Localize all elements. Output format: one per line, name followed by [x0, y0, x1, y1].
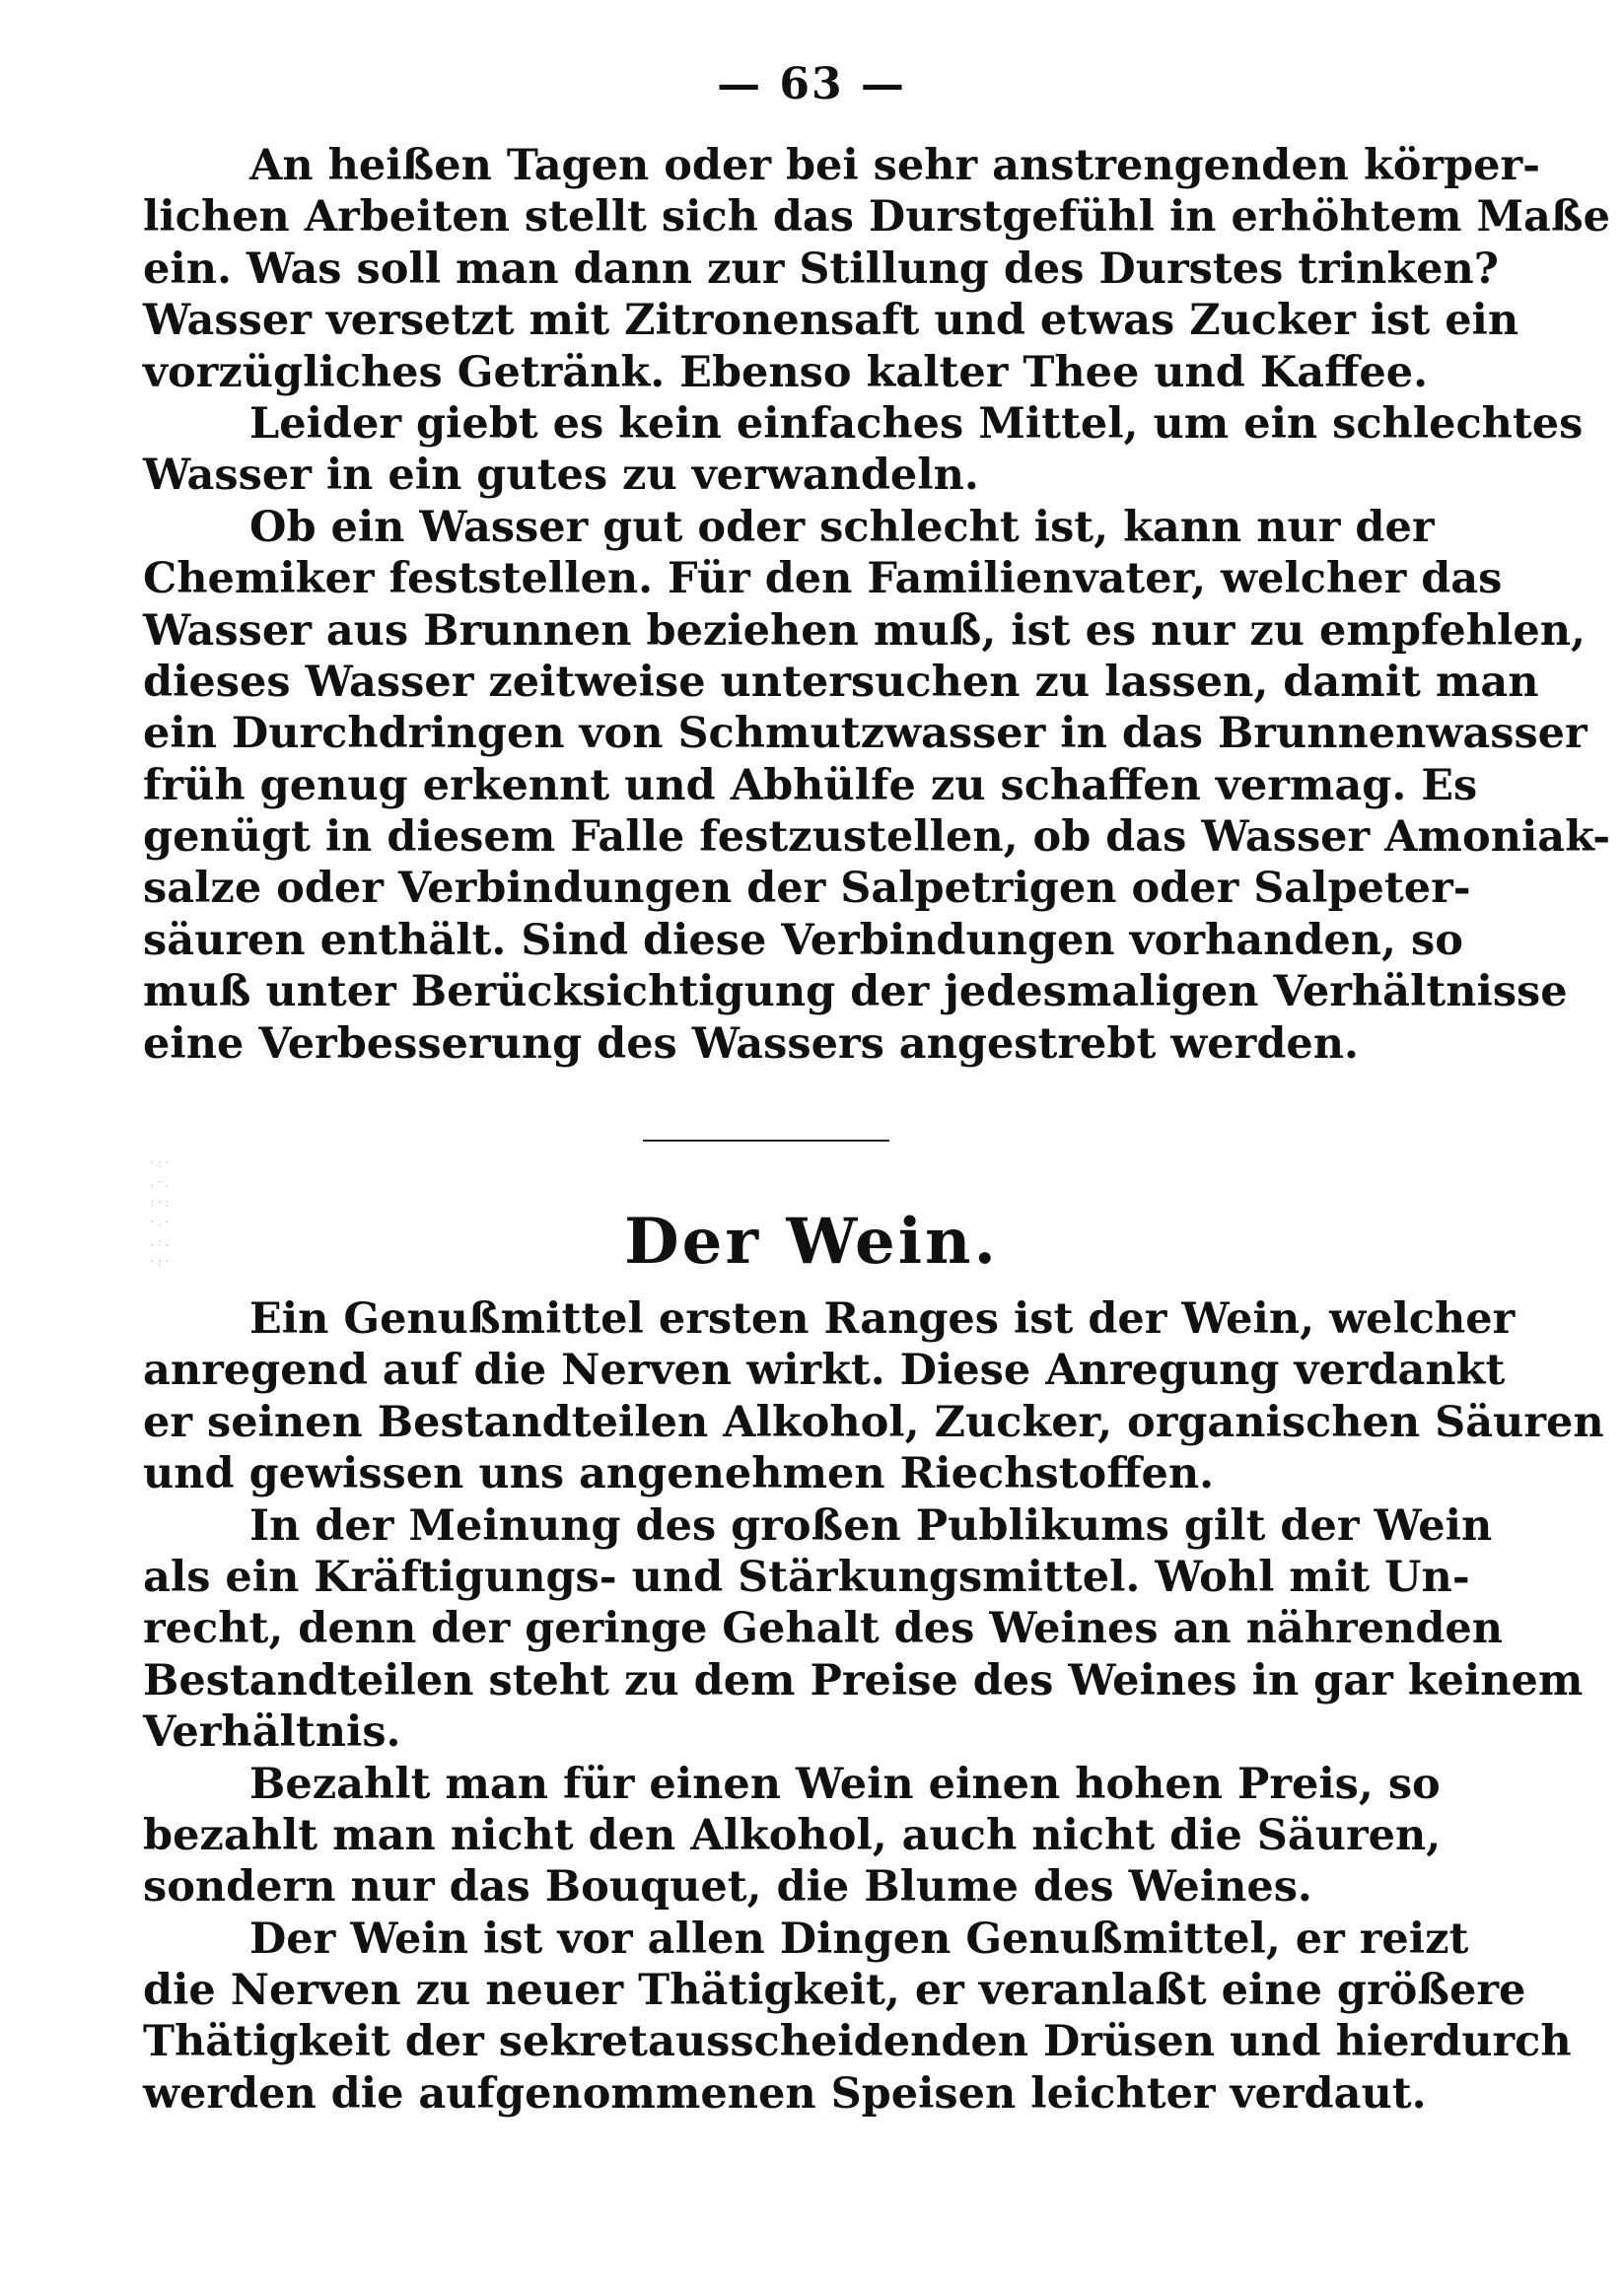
- text-line: dieses Wasser zeitweise untersuchen zu lassen, damit man: [143, 657, 1539, 707]
- text-line: und gewissen uns angenehmen Riechstoffen.: [143, 1449, 1215, 1499]
- text-line: ein. Was soll man dann zur Stillung des Durstes trinken?: [143, 244, 1499, 294]
- text-line: In der Meinung des großen Publikums gilt der Wein: [249, 1500, 1493, 1551]
- text-line: als ein Kräftigungs- und Stärkungsmittel. Wohl mit Un-: [143, 1552, 1470, 1602]
- text-line: Ob ein Wasser gut oder schlecht ist, kann nur der: [249, 502, 1435, 552]
- text-line: vorzügliches Getränk. Ebenso kalter Thee und Kaffee.: [143, 347, 1429, 397]
- text-line: Bestandteilen steht zu dem Preise des Weines in gar keinem: [143, 1655, 1584, 1705]
- text-line: genügt in diesem Falle festzustellen, ob das Wasser Amoniak-: [143, 812, 1611, 863]
- text-line: Wasser aus Brunnen beziehen muß, ist es nur zu empfehlen,: [143, 605, 1586, 656]
- text-line: Verhältnis.: [143, 1707, 401, 1758]
- text-line: werden die aufgenommenen Speisen leichter verdaut.: [143, 2068, 1427, 2119]
- text-line: Chemiker feststellen. Für den Familienvater, welcher das: [143, 554, 1503, 604]
- text-line: ein Durchdringen von Schmutzwasser in das Brunnenwasser: [143, 709, 1588, 759]
- text-line: säuren enthält. Sind diese Verbindungen vorhanden, so: [143, 915, 1463, 965]
- text-line: Thätigkeit der sekretausscheidenden Drüsen und hierdurch: [143, 2017, 1572, 2067]
- page-number: — 63 —: [717, 59, 906, 109]
- text-line: recht, denn der geringe Gehalt des Weines an nährenden: [143, 1604, 1504, 1654]
- text-line: Der Wein ist vor allen Dingen Genußmittel, er reizt: [249, 1913, 1469, 1964]
- text-line: An heißen Tagen oder bei sehr anstrengenden körper-: [249, 141, 1541, 190]
- text-line: Ein Genußmittel ersten Ranges ist der Wein, welcher: [249, 1294, 1516, 1344]
- text-line: muß unter Berücksichtigung der jedesmaligen Verhältnisse: [143, 967, 1568, 1017]
- text-line: lichen Arbeiten stellt sich das Durstgefühl in erhöhtem Maße: [143, 192, 1610, 243]
- section-1-text: [143, 140, 1611, 1070]
- text-line: Leider giebt es kein einfaches Mittel, um ein schlechtes: [249, 398, 1584, 449]
- section-title: Der Wein.: [624, 1205, 999, 1279]
- text-line: bezahlt man nicht den Alkohol, auch nicht die Säuren,: [143, 1810, 1442, 1860]
- text-line: Wasser in ein gutes zu verwandeln.: [143, 451, 979, 501]
- text-line: salze oder Verbindungen der Salpetrigen oder Salpeter-: [143, 864, 1471, 914]
- text-line: Wasser versetzt mit Zitronensaft und etwas Zucker ist ein: [143, 296, 1519, 346]
- section-divider: [643, 1140, 889, 1142]
- text-line: Bezahlt man für einen Wein einen hohen Preis, so: [249, 1759, 1441, 1809]
- text-line: anregend auf die Nerven wirkt. Diese Anregung verdankt: [143, 1346, 1506, 1396]
- text-line: früh genug erkennt und Abhülfe zu schaffen vermag. Es: [143, 760, 1478, 810]
- section-2-text: [143, 1293, 1604, 2120]
- text-line: sondern nur das Bouquet, die Blume des Weines.: [143, 1862, 1312, 1913]
- text-line: er seinen Bestandteilen Alkohol, Zucker, organischen Säuren: [143, 1397, 1604, 1447]
- scan-smudge: ·:· .·. :·: ·.· .:. ·:·: [150, 1155, 173, 1270]
- text-line: die Nerven zu neuer Thätigkeit, er veranlaßt eine größere: [143, 1966, 1526, 2016]
- text-line: eine Verbesserung des Wassers angestrebt werden.: [143, 1018, 1359, 1069]
